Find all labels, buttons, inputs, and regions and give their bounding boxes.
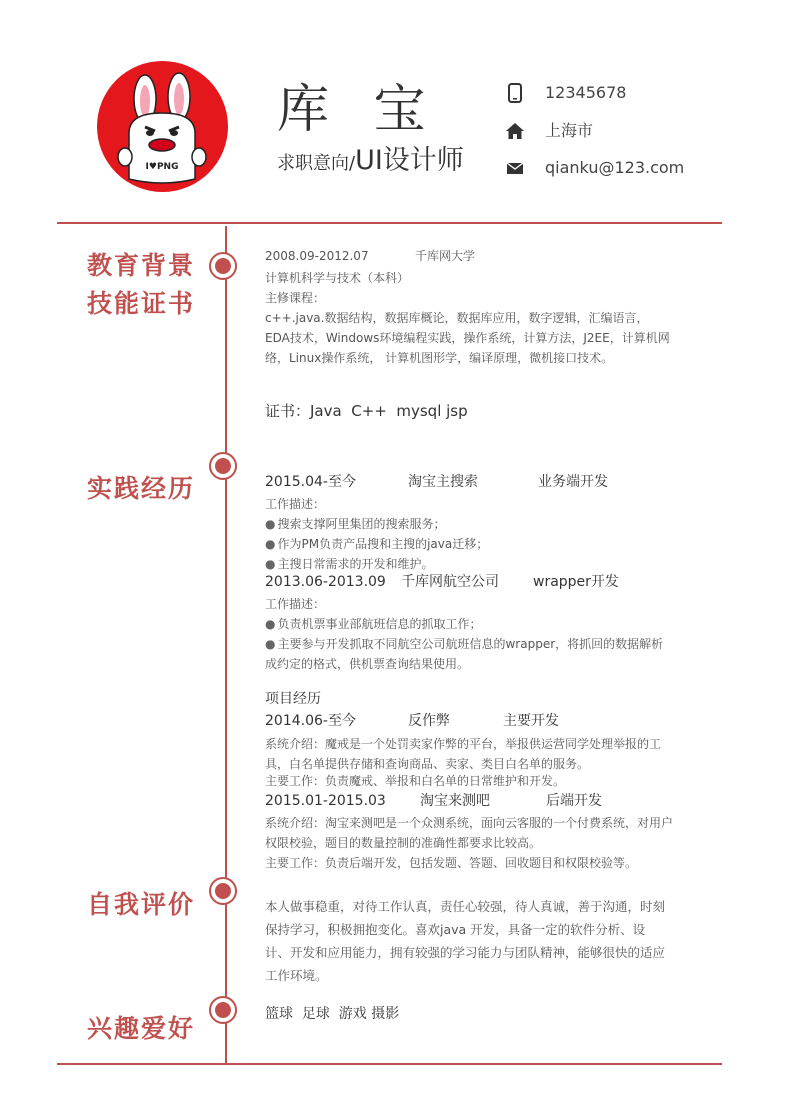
self-evaluation: 本人做事稳重，对待工作认真，责任心较强，待人真诚，善于沟通，时刻保持学习，积极拥抱变化。喜欢java 开发，具备一定的软件分析、设计、开发和应用能力，拥有较强的学习能力与团队精神，能够很快的适应工作环境。 (265, 899, 666, 983)
exp1-date: 2015.04-至今 (265, 474, 356, 490)
proj2-role: 后端开发 (546, 793, 602, 809)
exp2-role: wrapper开发 (533, 574, 619, 590)
certificates: 证书：Java C++ mysql jsp (265, 402, 468, 420)
exp2-item: ● 负责机票事业部航班信息的抓取工作； (265, 614, 482, 634)
proj1-intro: 系统介绍：魔戒是一个处罚卖家作弊的平台，举报供运营同学处理举报的工具，白名单提供存储和查询商品、卖家、类目白名单的服务。 (265, 737, 662, 771)
contact-phone (505, 80, 627, 106)
proj2-date: 2015.01-2015.03 (265, 793, 386, 809)
contact-city (505, 118, 594, 144)
proj1-role: 主要开发 (503, 713, 559, 729)
section-title-skills: 技能证书 (87, 289, 196, 318)
section-title-self: 自我评价 (87, 890, 196, 919)
courses-list: c++.java.数据结构，数据库概论，数据库应用，数字逻辑，汇编语言， EDA技术，Windows环境编程实践，操作系统，计算方法，J2EE，计算机网络，Linux操作系统， 计算机图形学，编译原理，微机接口技术。 (265, 311, 670, 365)
courses-label: 主修课程： (265, 291, 326, 305)
proj2-work: 主要工作：负责后端开发，包括发题、答题、回收题目和权限校验等。 (265, 856, 638, 870)
education-school: 千库网大学 (415, 249, 476, 263)
city: 上海市 (545, 121, 594, 140)
avatar-logo-text: I♥PNG (145, 162, 179, 172)
exp1-item: ● 作为PM负责产品搜和主搜的java迁移； (265, 534, 488, 554)
mail-icon (505, 158, 525, 178)
exp1-item: ● 主搜日常需求的开发和维护。 (265, 554, 434, 574)
section-title-hobby: 兴趣爱好 (87, 1014, 196, 1043)
home-icon (505, 121, 525, 141)
exp2-company: 千库网航空公司 (401, 574, 499, 590)
contact-email (505, 155, 685, 181)
email-address: qianku@123.com (545, 158, 685, 177)
proj1-name: 反作弊 (408, 713, 450, 729)
proj1-work: 主要工作：负责魔戒、举报和白名单的日常维护和开发。 (265, 774, 566, 788)
timeline-line (225, 226, 227, 1064)
bunny-avatar-illustration (97, 61, 228, 192)
job-intention (277, 146, 464, 179)
exp2-date: 2013.06-2013.09 (265, 574, 386, 590)
avatar (97, 61, 228, 192)
section-title-practice: 实践经历 (87, 474, 196, 503)
section-title-education: 教育背景 (87, 251, 196, 280)
phone-number: 12345678 (545, 83, 627, 102)
education-major: 计算机科学与技术（本科） (265, 271, 410, 285)
proj1-date: 2014.06-至今 (265, 713, 356, 729)
projects-label: 项目经历 (265, 691, 321, 707)
education-date: 2008.09-2012.07 (265, 249, 369, 263)
exp1-item: ● 搜索支撑阿里集团的搜索服务； (265, 514, 446, 534)
exp2-item: ● 主要参与开发抓取不同航空公司航班信息的wrapper，将抓回的数据解析成约定的格式，供机票查询结果使用。 (265, 634, 665, 674)
exp2-desc-label: 工作描述： (265, 597, 326, 611)
exp1-company: 淘宝主搜索 (408, 474, 478, 490)
exp1-role: 业务端开发 (538, 474, 608, 490)
timeline-dot-practice (209, 452, 237, 480)
timeline-dot-self (209, 877, 237, 905)
timeline-dot-education (209, 252, 237, 280)
bottom-divider (57, 1063, 722, 1065)
phone-icon (505, 83, 525, 103)
job-prefix: 求职意向/ (277, 153, 356, 174)
hobbies: 篮球 足球 游戏 摄影 (265, 1006, 400, 1022)
proj2-name: 淘宝来测吧 (420, 793, 490, 809)
proj2-intro: 系统介绍：淘宝来测吧是一个众测系统，面向云客服的一个付费系统，对用户权限校验，题目的数量控制的准确性都要求比较高。 (265, 816, 674, 850)
timeline-dot-hobby (209, 996, 237, 1024)
candidate-name: 库 宝 (277, 80, 440, 140)
job-title: UI设计师 (355, 145, 464, 176)
exp1-desc-label: 工作描述： (265, 497, 326, 511)
top-divider (57, 222, 722, 224)
